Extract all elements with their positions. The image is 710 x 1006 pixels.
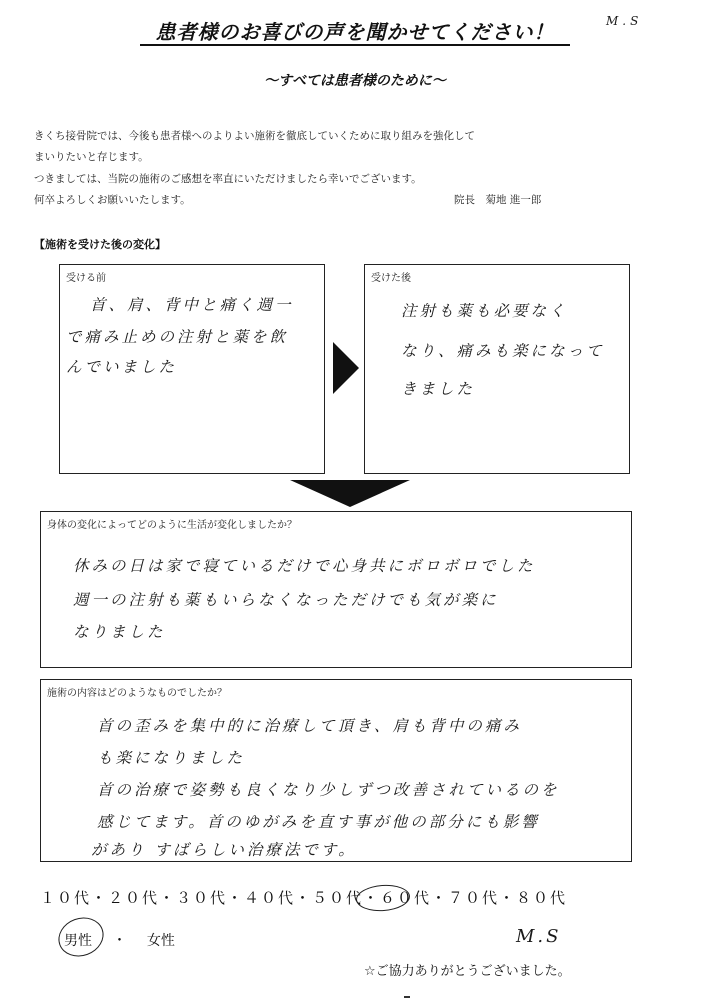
initials-bottom: M.S — [516, 926, 562, 947]
intro-line-2: まいりたいと存じます。 — [34, 151, 149, 163]
life-change-line-1: 休みの日は家で寝ているだけで心身共にボロボロでした — [73, 557, 536, 575]
life-change-line-2: 週一の注射も薬もいらなくなっただけでも気が楽に — [73, 591, 499, 609]
before-box — [59, 264, 325, 474]
gender-selection-circle — [53, 911, 109, 962]
life-change-label: 身体の変化によってどのように生活が変化しましたか？ — [47, 520, 297, 531]
intro-line-4: 何卒よろしくお願いいたします。 — [34, 194, 191, 206]
director-signature: 院長 菊地 進一郎 — [454, 194, 542, 206]
treatment-content-label: 施術の内容はどのようなものでしたか？ — [47, 688, 227, 699]
treatment-line-1: 首の歪みを集中的に治療して頂き、肩も背中の痛み — [97, 717, 522, 735]
section-heading: 【施術を受けた後の変化】 — [34, 238, 166, 251]
before-line-3: んでいました — [66, 358, 178, 376]
age-options: １０代・２０代・３０代・４０代・５０代・６０代・７０代・８０代 — [40, 889, 568, 907]
after-line-1: 注射も薬も必要なく — [401, 302, 568, 320]
treatment-line-3: 首の治療で姿勢も良くなり少しずつ改善されているのを — [97, 781, 560, 799]
page-title: 患者様のお喜びの声を聞かせてください！ — [155, 20, 555, 44]
arrow-right-icon — [333, 342, 359, 394]
arrow-down-icon — [290, 480, 410, 507]
after-line-2: なり、痛みも楽になって — [401, 342, 605, 360]
before-line-2: で痛み止めの注射と薬を飲 — [66, 328, 289, 346]
initials-top: M.S — [606, 14, 643, 28]
intro-line-1: きくち接骨院では、今後も患者様へのよりよい施術を徹底していくために取り組みを強化して — [34, 130, 475, 142]
after-box — [364, 264, 630, 474]
before-label: 受ける前 — [66, 273, 106, 284]
life-change-box — [40, 511, 632, 668]
title-underline — [140, 44, 570, 46]
treatment-line-4: 感じてます。首のゆがみを直す事が他の部分にも影響 — [97, 813, 540, 831]
thanks-message: ☆ご協力ありがとうございました。 — [364, 964, 571, 979]
life-change-line-3: なりました — [73, 623, 166, 641]
gender-separator: ・ — [112, 933, 127, 949]
subtitle: ～すべては患者様のために～ — [264, 73, 446, 89]
after-label: 受けた後 — [371, 273, 411, 284]
gender-female: 女性 — [146, 933, 175, 949]
treatment-line-2: も楽になりました — [97, 749, 246, 767]
treatment-content-box — [40, 679, 632, 862]
intro-line-3: つきましては、当院の施術のご感想を率直にいただけましたら幸いでございます。 — [34, 173, 422, 185]
after-line-3: きました — [401, 380, 476, 398]
treatment-line-5: があり すばらしい治療法です。 — [91, 841, 357, 859]
gender-male: 男性 — [64, 933, 92, 949]
page-mark — [404, 996, 410, 998]
before-line-1: 首、肩、背中と痛く週一 — [90, 296, 294, 314]
